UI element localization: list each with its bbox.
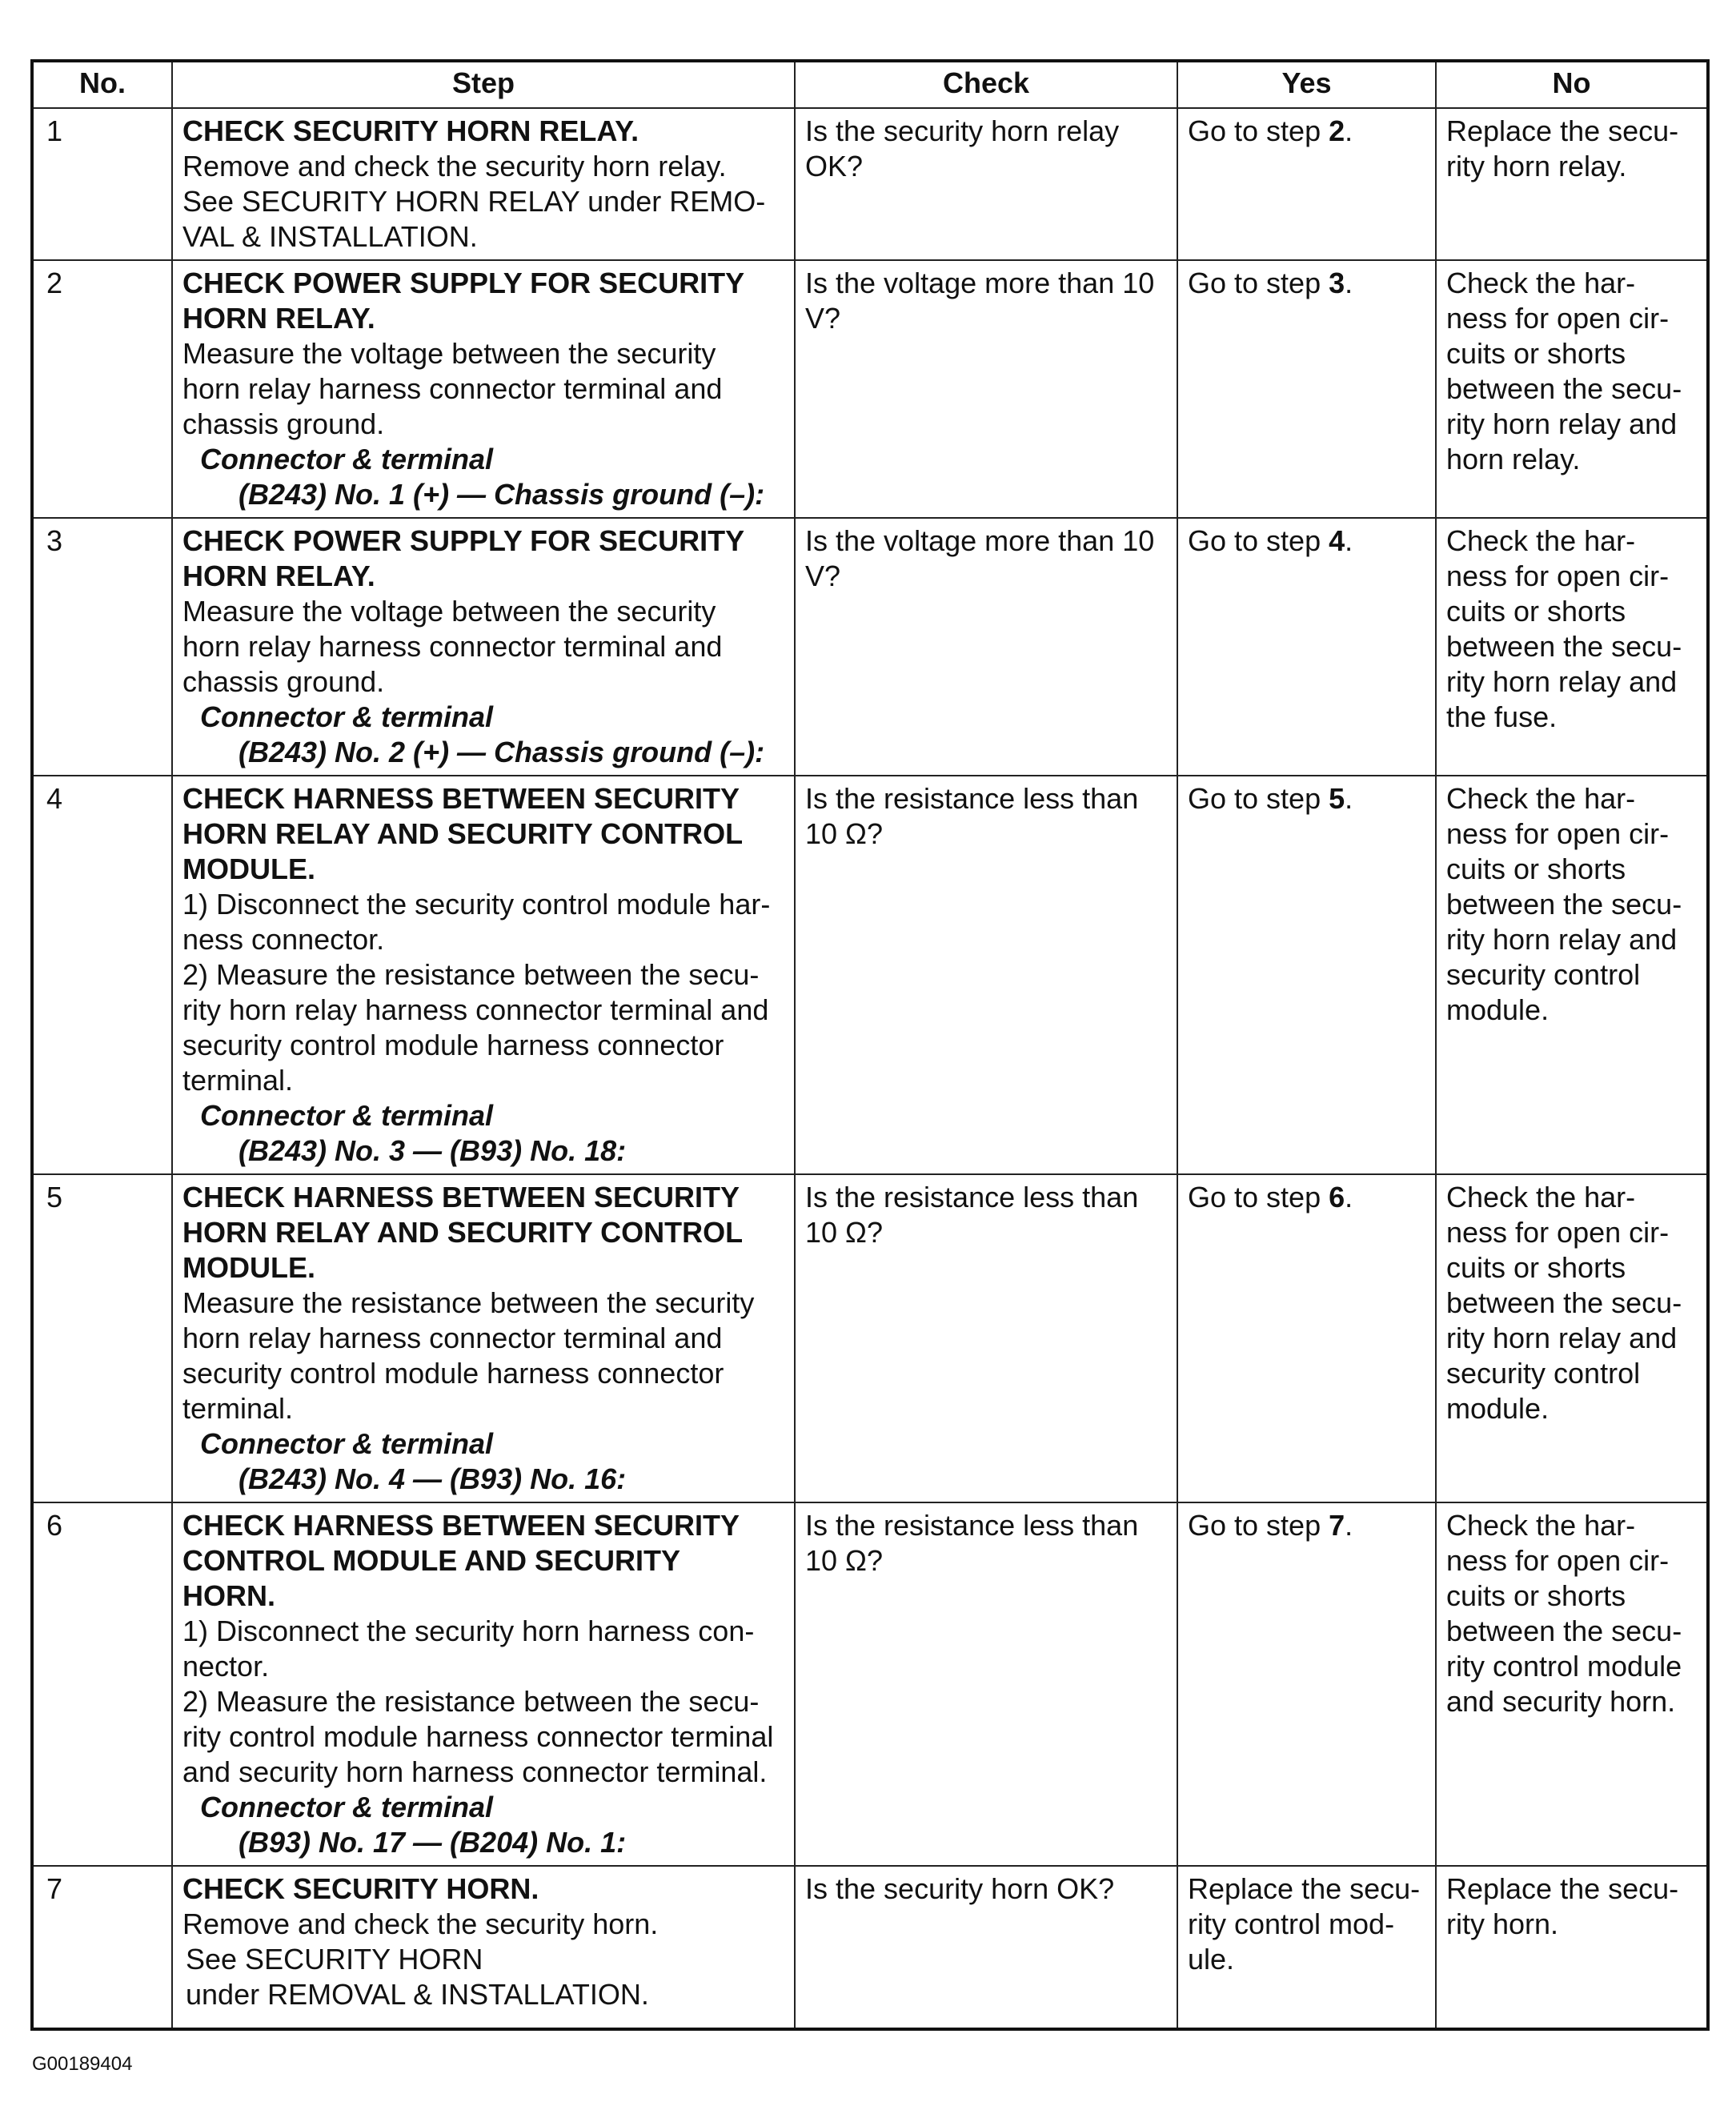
step-text-line: chassis ground. (182, 407, 385, 440)
yes-text-end: . (1345, 1181, 1353, 1213)
step-text-line: terminal. (182, 1392, 294, 1425)
step-number: 2 (32, 260, 172, 518)
yes-text: Go to step (1188, 782, 1329, 815)
connector-terminal-value: (B243) No. 1 (+) — Chassis ground (–): (239, 478, 765, 511)
yes-step-reference: 6 (1329, 1181, 1345, 1213)
step-title-line: HORN RELAY. (182, 302, 375, 335)
yes-text: Go to step (1188, 1509, 1329, 1542)
step-text-line: security control module harness connector (182, 1029, 724, 1061)
table-row (32, 1866, 1708, 2029)
step-cell (172, 1866, 795, 2029)
step-cell (172, 1174, 795, 1502)
step-text-line: horn relay harness connector terminal and (182, 1322, 723, 1354)
yes-cell (1177, 518, 1436, 776)
yes-step-reference: 5 (1329, 782, 1345, 815)
step-text-line: Measure the voltage between the security (182, 595, 716, 628)
step-title-line: HORN. (182, 1579, 275, 1612)
connector-label: Connector & terminal (200, 1791, 494, 1823)
no-cell: Check the har- ness for open cir- cuits or shorts between the secu- rity horn relay and the fuse. (1436, 518, 1708, 776)
check-cell: Is the resistance less than 10 Ω? (795, 1502, 1177, 1866)
step-title-line: CHECK HARNESS BETWEEN SECURITY (182, 1509, 740, 1542)
step-text-line: under REMOVAL & INSTALLATION. (186, 1978, 649, 2011)
check-cell: Is the resistance less than 10 Ω? (795, 776, 1177, 1174)
table-row (32, 1502, 1708, 1866)
no-cell: Check the har- ness for open cir- cuits or shorts between the secu- rity horn relay and horn relay. (1436, 260, 1708, 518)
step-number: 7 (32, 1866, 172, 2029)
yes-text: Replace the secu- rity control mod- ule. (1188, 1872, 1421, 1976)
no-cell: Check the har- ness for open cir- cuits or shorts between the secu- rity horn relay and security control module. (1436, 776, 1708, 1174)
step-text-line: horn relay harness connector terminal and (182, 372, 723, 405)
step-cell (172, 108, 795, 260)
step-cell (172, 260, 795, 518)
yes-cell (1177, 1502, 1436, 1866)
yes-step-reference: 7 (1329, 1509, 1345, 1542)
yes-cell (1177, 108, 1436, 260)
step-title-line: HORN RELAY. (182, 560, 375, 592)
step-text-line: rity horn relay harness connector terminal and (182, 993, 769, 1026)
yes-text-end: . (1345, 114, 1353, 147)
header-no: No. (32, 61, 172, 108)
step-title-line: CHECK SECURITY HORN. (182, 1872, 539, 1905)
diagnostic-table (30, 59, 1710, 2031)
table-row (32, 776, 1708, 1174)
check-cell: Is the security horn relay OK? (795, 108, 1177, 260)
step-text-line: Remove and check the security horn. (182, 1907, 659, 1940)
step-text-line: Measure the voltage between the security (182, 337, 716, 370)
step-number: 6 (32, 1502, 172, 1866)
step-text-line: 2) Measure the resistance between the secu- (182, 1685, 760, 1718)
table-header-row (32, 61, 1708, 108)
step-text-line: chassis ground. (182, 665, 385, 698)
step-title-line: MODULE. (182, 1251, 315, 1284)
step-title-line: CHECK POWER SUPPLY FOR SECURITY (182, 267, 745, 299)
step-text-line: and security horn harness connector terminal. (182, 1755, 768, 1788)
step-cell (172, 518, 795, 776)
header-step: Step (172, 61, 795, 108)
step-text-line: Remove and check the security horn relay. (182, 150, 727, 183)
connector-label: Connector & terminal (200, 1427, 494, 1460)
step-title-line: CONTROL MODULE AND SECURITY (182, 1544, 681, 1577)
diagnostic-document (30, 59, 1706, 2031)
yes-text-end: . (1345, 267, 1353, 299)
figure-id: G00189404 (32, 2053, 133, 2075)
step-text-line: 1) Disconnect the security horn harness con- (182, 1615, 755, 1647)
yes-text-end: . (1345, 782, 1353, 815)
step-title-line: CHECK HARNESS BETWEEN SECURITY (182, 782, 740, 815)
step-text-line: See SECURITY HORN RELAY under REMO- (182, 185, 766, 218)
step-title-line: HORN RELAY AND SECURITY CONTROL (182, 817, 744, 850)
step-title-line: MODULE. (182, 852, 315, 885)
step-text-line: security control module harness connector (182, 1357, 724, 1390)
yes-step-reference: 4 (1329, 524, 1345, 557)
connector-label: Connector & terminal (200, 1099, 494, 1132)
yes-text: Go to step (1188, 524, 1329, 557)
yes-step-reference: 2 (1329, 114, 1345, 147)
table-row (32, 108, 1708, 260)
step-title-line: HORN RELAY AND SECURITY CONTROL (182, 1216, 744, 1249)
header-check: Check (795, 61, 1177, 108)
step-number: 1 (32, 108, 172, 260)
yes-cell (1177, 1866, 1436, 2029)
header-no-result: No (1436, 61, 1708, 108)
step-cell (172, 776, 795, 1174)
yes-cell (1177, 776, 1436, 1174)
step-text-line: horn relay harness connector terminal and (182, 630, 723, 663)
check-cell: Is the resistance less than 10 Ω? (795, 1174, 1177, 1502)
connector-terminal-value: (B93) No. 17 — (B204) No. 1: (239, 1826, 627, 1859)
no-cell: Check the har- ness for open cir- cuits or shorts between the secu- rity control module and security horn. (1436, 1502, 1708, 1866)
yes-text: Go to step (1188, 114, 1329, 147)
step-text-line: See SECURITY HORN (186, 1943, 483, 1976)
step-text-line: 2) Measure the resistance between the secu- (182, 958, 760, 991)
yes-text-end: . (1345, 1509, 1353, 1542)
no-cell: Check the har- ness for open cir- cuits or shorts between the secu- rity horn relay and security control module. (1436, 1174, 1708, 1502)
yes-text: Go to step (1188, 267, 1329, 299)
header-yes: Yes (1177, 61, 1436, 108)
table-row (32, 260, 1708, 518)
yes-step-reference: 3 (1329, 267, 1345, 299)
connector-label: Connector & terminal (200, 443, 494, 475)
no-cell: Replace the secu- rity horn relay. (1436, 108, 1708, 260)
step-text-line: 1) Disconnect the security control module har- (182, 888, 771, 921)
step-cell (172, 1502, 795, 1866)
step-text-line: rity control module harness connector terminal (182, 1720, 774, 1753)
step-text-line: nector. (182, 1650, 270, 1683)
no-cell: Replace the secu- rity horn. (1436, 1866, 1708, 2029)
connector-terminal-value: (B243) No. 3 — (B93) No. 18: (239, 1134, 627, 1167)
step-number: 5 (32, 1174, 172, 1502)
yes-cell (1177, 1174, 1436, 1502)
table-row (32, 518, 1708, 776)
step-text-line: ness connector. (182, 923, 385, 956)
check-cell: Is the voltage more than 10 V? (795, 518, 1177, 776)
step-title-line: CHECK HARNESS BETWEEN SECURITY (182, 1181, 740, 1213)
step-title-line: CHECK POWER SUPPLY FOR SECURITY (182, 524, 745, 557)
step-number: 4 (32, 776, 172, 1174)
step-number: 3 (32, 518, 172, 776)
yes-cell (1177, 260, 1436, 518)
yes-text: Go to step (1188, 1181, 1329, 1213)
yes-text-end: . (1345, 524, 1353, 557)
step-title-line: CHECK SECURITY HORN RELAY. (182, 114, 639, 147)
connector-terminal-value: (B243) No. 2 (+) — Chassis ground (–): (239, 736, 765, 768)
step-text-line: terminal. (182, 1064, 294, 1097)
step-text-line: Measure the resistance between the security (182, 1286, 755, 1319)
step-text-line: VAL & INSTALLATION. (182, 220, 478, 253)
connector-terminal-value: (B243) No. 4 — (B93) No. 16: (239, 1462, 627, 1495)
check-cell: Is the security horn OK? (795, 1866, 1177, 2029)
table-row (32, 1174, 1708, 1502)
connector-label: Connector & terminal (200, 700, 494, 733)
check-cell: Is the voltage more than 10 V? (795, 260, 1177, 518)
